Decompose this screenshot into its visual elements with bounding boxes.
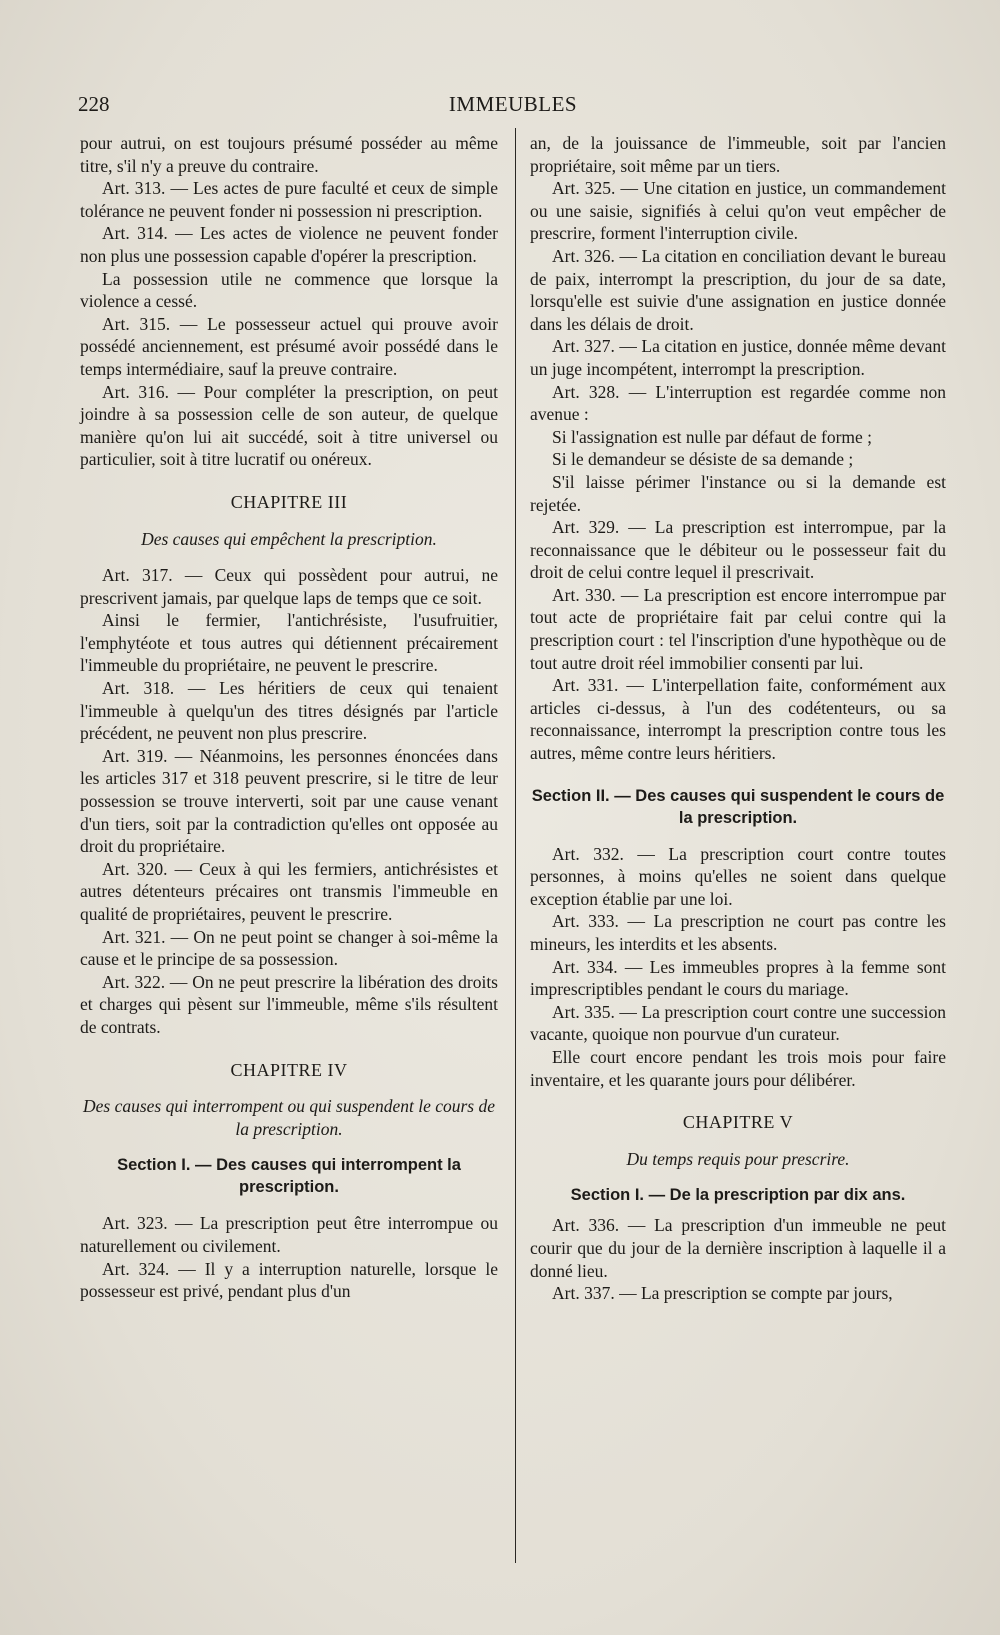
paragraph-p4: La possession utile ne commence que lorsque la violence a cessé.	[80, 268, 498, 312]
paragraph-p9: Art. 318. — Les héritiers de ceux qui tenaient l'immeuble à quelqu'un des titres désignés par l'article précédent, ne peuvent non plus prescrire.	[80, 678, 498, 744]
paragraph-p11: Art. 320. — Ceux à qui les fermiers, antichrésistes et autres détenteurs précaires ont transmis l'immeuble en qualité de propriétaires, peuvent le prescrire.	[80, 858, 498, 924]
paragraph-p3: Art. 314. — Les actes de violence ne peuvent fonder non plus une possession capable d'opérer la prescription.	[80, 223, 498, 266]
paragraph-r18: Art. 337. — La prescription se compte par jours,	[552, 1283, 893, 1304]
paragraph-r4: Art. 327. — La citation en justice, donnée même devant un juge incompétent, interrompt la prescription.	[530, 336, 946, 379]
paragraph-r13: Art. 333. — La prescription ne court pas contre les mineurs, les interdits et les absents.	[530, 911, 946, 954]
section-heading-sec2: Section II. — Des causes qui suspendent le cours de la prescription.	[531, 786, 945, 827]
chapter-heading-ch3: CHAPITRE III	[230, 491, 348, 512]
paragraph-r11: Art. 331. — L'interpellation faite, conformément aux articles ci-dessus, à l'un des codétenteurs, ou sa reconnaissance, interrompt la prescription contre tous les autres, même contre leurs héritiers.	[530, 675, 946, 764]
paragraph-r2: Art. 325. — Une citation en justice, un commandement ou une saisie, signifiés à celui qu'on veut empêcher de prescrire, forment l'interruption civile.	[530, 178, 946, 244]
paragraph-p7: Art. 317. — Ceux qui possèdent pour autrui, ne prescrivent jamais, par quelque laps de temps que ce soit.	[80, 565, 498, 608]
paragraph-p1: pour autrui, on est toujours présumé posséder au même titre, s'il n'y a preuve du contraire.	[80, 133, 498, 176]
page-number: 228	[78, 92, 110, 116]
section-heading-sec1b: Section I. — De la prescription par dix ans.	[570, 1186, 906, 1205]
chapter-heading-ch4: CHAPITRE IV	[230, 1059, 348, 1080]
chapter-subtitle-ch5-sub: Du temps requis pour prescrire.	[626, 1148, 850, 1169]
chapter-heading-ch5: CHAPITRE V	[682, 1112, 794, 1133]
paragraph-r16: Elle court encore pendant les trois mois pour faire inventaire, et les quarante jours pour délibérer.	[530, 1046, 946, 1090]
paragraph-p13: Art. 322. — On ne peut prescrire la libération des droits et charges qui pèsent sur l'immeuble, même s'ils résultent de contrats.	[80, 971, 498, 1037]
paragraph-p2: Art. 313. — Les actes de pure faculté et ceux de simple tolérance ne peuvent fonder ni possession ni prescription.	[80, 178, 498, 221]
paragraph-r1: an, de la jouissance de l'immeuble, soit par l'ancien propriétaire, soit même par un tiers.	[530, 133, 946, 176]
chapter-subtitle-ch3-sub: Des causes qui empêchent la prescription.	[141, 528, 437, 549]
section-heading-sec1: Section I. — Des causes qui interrompent la prescription.	[117, 1156, 461, 1197]
paragraph-r12: Art. 332. — La prescription court contre toutes personnes, à moins qu'elles ne soient dans quelque exception établie par une loi.	[530, 843, 946, 909]
right-column	[530, 132, 946, 1305]
paragraph-p5: Art. 315. — Le possesseur actuel qui prouve avoir possédé anciennement, est présumé avoir possédé dans le temps intermédiaire, sauf la preuve contraire.	[80, 313, 498, 379]
paragraph-p12: Art. 321. — On ne peut point se changer à soi-même la cause et le principe de sa possession.	[80, 926, 498, 970]
paragraph-r14: Art. 334. — Les immeubles propres à la femme sont imprescriptibles pendant le cours du mariage.	[530, 956, 946, 1000]
paragraph-r6: Si l'assignation est nulle par défaut de forme ;	[552, 426, 873, 447]
paragraph-r3: Art. 326. — La citation en conciliation devant le bureau de paix, interrompt la prescription, du jour de sa date, lorsqu'elle est suivie d'une assignation en justice donnée dans les délais de droit.	[530, 245, 946, 334]
paragraph-p8: Ainsi le fermier, l'antichrésiste, l'usufruitier, l'emphytéote et tous autres qui détiennent précairement l'immeuble du propriétaire, ne peuvent le prescrire.	[80, 610, 498, 676]
paragraph-p6: Art. 316. — Pour compléter la prescription, on peut joindre à sa possession celle de son auteur, de quelque manière qu'on lui ait succédé, soit à titre universel ou particulier, soit à titre lucratif ou onéreux.	[80, 381, 498, 470]
page-header	[78, 92, 948, 124]
paragraph-r17: Art. 336. — La prescription d'un immeuble ne peut courir que du jour de la dernière inscription à laquelle il a donné lieu.	[530, 1215, 946, 1281]
paragraph-r10: Art. 330. — La prescription est encore interrompue par tout acte de propriétaire fait par celui contre qui la prescription court : tel l'inscription d'une hypothèque ou de tout autre droit réel immobilier consenti par lui.	[530, 584, 946, 673]
chapter-subtitle-ch4-sub: Des causes qui interrompent ou qui suspendent le cours de la prescription.	[82, 1096, 495, 1139]
paragraph-r7: Si le demandeur se désiste de sa demande ;	[552, 449, 854, 470]
column-divider	[515, 128, 516, 1563]
paragraph-p15: Art. 324. — Il y a interruption naturelle, lorsque le possesseur est privé, pendant plus d'un	[80, 1258, 498, 1302]
paragraph-p10: Art. 319. — Néanmoins, les personnes énoncées dans les articles 317 et 318 peuvent prescrire, si le titre de leur possession se trouve interverti, soit par une cause venant d'un tiers, soit par la contradiction qu'elles ont opposée au droit du propriétaire.	[80, 745, 498, 857]
paragraph-r15: Art. 335. — La prescription court contre une succession vacante, quoique non pourvue d'un curateur.	[530, 1001, 946, 1045]
paragraph-p14: Art. 323. — La prescription peut être interrompue ou naturellement ou civilement.	[80, 1213, 498, 1256]
paragraph-r8: S'il laisse périmer l'instance ou si la demande est rejetée.	[530, 471, 946, 515]
paragraph-r5: Art. 328. — L'interruption est regardée comme non avenue :	[530, 381, 946, 425]
paragraph-r9: Art. 329. — La prescription est interrompue, par la reconnaissance que le débiteur ou le possesseur fait du droit de celui contre lequel il prescrivait.	[530, 517, 946, 583]
running-title: IMMEUBLES	[448, 92, 578, 116]
left-column	[80, 132, 498, 1303]
